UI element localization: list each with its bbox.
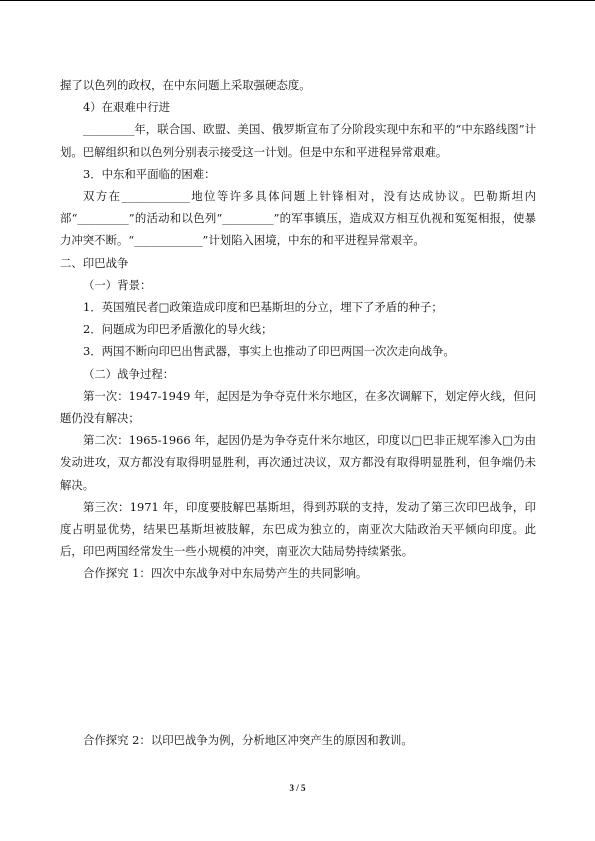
paragraph-second-war: 第二次：1965-1966 年，起因仍是为争夺克什米尔地区，印度以□巴非正规军渗入□为由发动进攻，双方都没有取得明显胜利，再次通过决议，双方都没有取得明显胜利，但争端仍未解决。 bbox=[60, 433, 536, 492]
paragraph-difficulties: 双方在____________地位等许多具体问题上针锋相对，没有达成协议。巴勒斯坦内部“_________”的活动和以色列“_________”的军事镇压，造成双方相互仇视和冤冤相报，使暴力冲突不断。“____________”计划陷入困境，中东的和平进程异常艰辛。 bbox=[60, 189, 536, 248]
list-item: 3．两国不断向印巴出售武器，事实上也推动了印巴两国一次次走向战争。 bbox=[83, 344, 455, 359]
paragraph-first-war: 第一次：1947-1949 年，起因是为争夺克什米尔地区，在多次调解下，划定停火线，但问题仍没有解决； bbox=[60, 388, 536, 426]
answer-space bbox=[60, 585, 536, 729]
list-item: 1．英国殖民者□政策造成印度和巴基斯坦的分立，埋下了矛盾的种子； bbox=[83, 300, 443, 315]
paragraph-third-war: 第三次：1971 年，印度要肢解巴基斯坦，得到苏联的支持，发动了第三次印巴战争，印度占明显优势，结果巴基斯坦被肢解，东巴成为独立的，南亚次大陆政治天平倾向印度。此后，印巴两国经常发生一些小规模的冲突，南亚次大陆局势持续紧张。 bbox=[60, 499, 536, 559]
subheading-process: （二）战争过程： bbox=[83, 366, 175, 381]
paragraph: 握了以色列的政权，在中东问题上采取强硬态度。 bbox=[60, 78, 311, 92]
header-rule bbox=[0, 0, 595, 1]
section-heading-4: 4）在艰难中行进 bbox=[83, 100, 170, 115]
inquiry-1: 合作探究 1：四次中东战争对中东局势产生的共同影响。 bbox=[83, 566, 368, 581]
page-number: 3 / 5 bbox=[289, 783, 306, 793]
section-heading-3: 3．中东和平面临的困难： bbox=[83, 166, 216, 181]
inquiry-2: 合作探究 2：以印巴战争为例，分析地区冲突产生的原因和教训。 bbox=[83, 732, 413, 747]
section-heading-india-pakistan: 二、印巴战争 bbox=[60, 255, 129, 270]
document-body bbox=[60, 74, 536, 751]
paragraph-road-map: _________年，联合国、欧盟、美国、俄罗斯宣布了分阶段实现中东和平的“中东路线图”计划。巴解组织和以色列分别表示接受这一计划。但是中东和平进程异常艰难。 bbox=[60, 122, 536, 159]
subheading-background: （一）背景： bbox=[83, 277, 152, 292]
list-item: 2．问题成为印巴矛盾激化的导火线； bbox=[83, 322, 273, 337]
